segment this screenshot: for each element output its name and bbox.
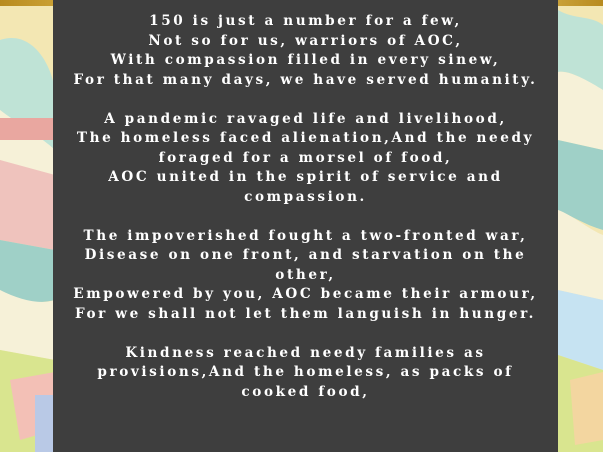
stanza-4 [53,344,558,403]
poem-line: For that many days, we have served humanity. [73,71,538,88]
poem-line: AOC united in the spirit of service and [108,169,503,185]
poem-line: cooked food, [241,383,370,400]
poem-line: For we shall not let them languish in hunger. [75,305,536,322]
poem-line: other, [275,266,336,283]
poem-card [53,0,558,452]
poem-line: foraged for a morsel of food, [158,149,453,166]
poem-line: The homeless faced alienation,And the needy [76,130,535,146]
poem-line: With compassion filled in every sinew, [110,52,501,68]
poem-line: Kindness reached needy families as [125,344,486,361]
poem-line: Not so for us, warriors of AOC, [148,32,463,49]
stanza-3 [53,227,558,325]
poem-line: A pandemic ravaged life and livelihood, [104,110,507,127]
poem-line: 150 is just a number for a few, [149,13,462,29]
stanza-2 [53,110,558,208]
stanza-1 [53,12,558,90]
poem-line: The impoverished fought a two-fronted war, [83,227,528,244]
poem-line: Disease on one front, and starvation on the [84,247,527,263]
poem-text [53,12,558,422]
poem-line: compassion. [244,188,367,205]
poem-line: provisions,And the homeless, as packs of [97,364,514,380]
poem-line: Empowered by you, AOC became their armour, [73,286,538,302]
